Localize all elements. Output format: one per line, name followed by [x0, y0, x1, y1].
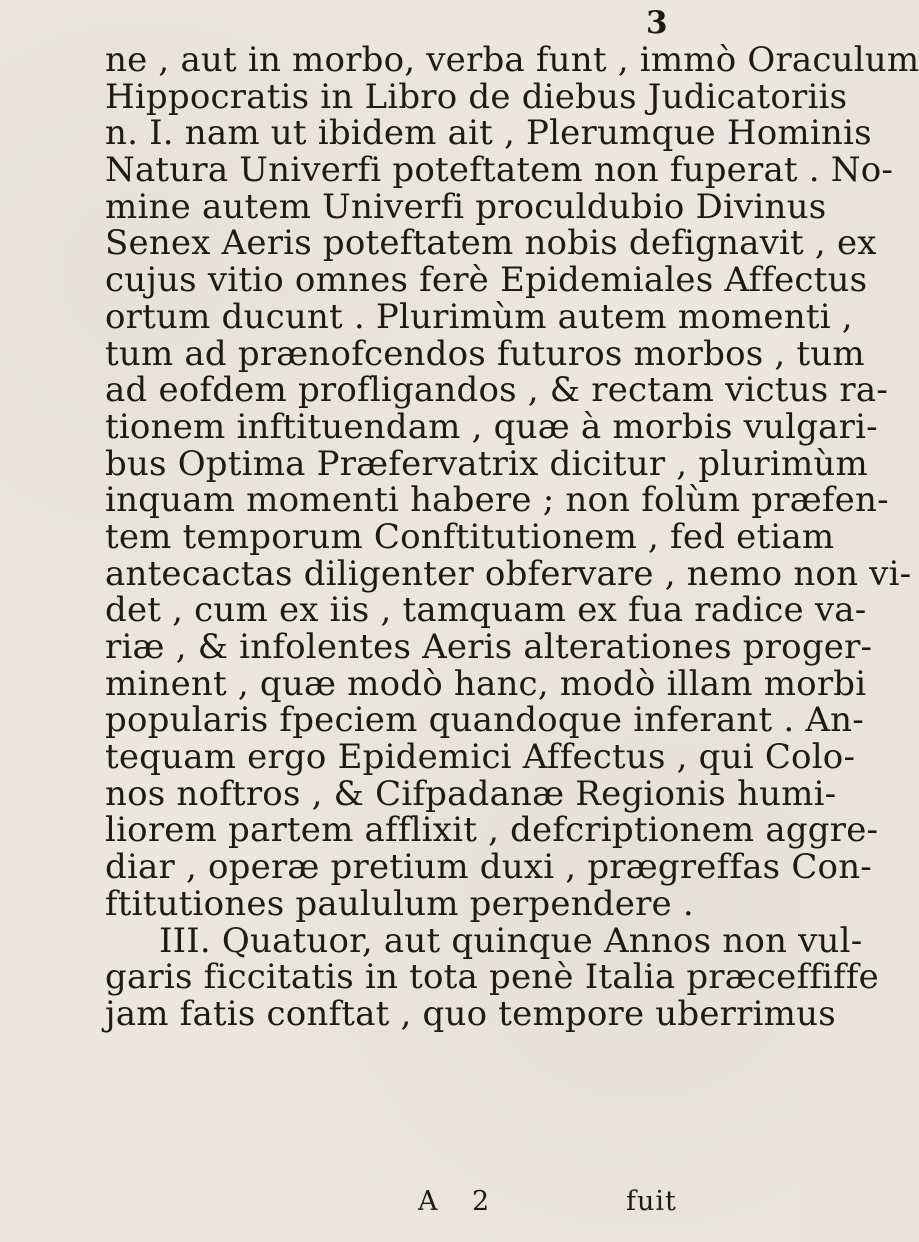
text-line-11: tionem inftituendam , quæ à morbis vulgari-	[105, 406, 878, 447]
text-line-16: det , cum ex iis , tamquam ex fua radice va-	[105, 590, 867, 631]
text-line-2: Hippocratis in Libro de diebus Judicatoriis	[105, 76, 848, 117]
signature-number: 2	[472, 1186, 491, 1217]
text-line-4: Natura Univerfi poteftatem non fuperat . No-	[105, 150, 894, 191]
text-line-26: garis ficcitatis in tota penè Italia præceffiffe	[105, 957, 879, 998]
text-line-21: nos noftros , & Cifpadanæ Regionis humi-	[105, 773, 837, 814]
page-number: 3	[646, 5, 668, 41]
text-line-24: ftitutiones paululum perpendere .	[105, 883, 694, 924]
text-line-25: III. Quatuor, aut quinque Annos non vul-	[159, 920, 863, 961]
text-line-23: diar , operæ pretium duxi , prægreffas Con-	[105, 847, 872, 888]
text-line-27: jam fatis conftat , quo tempore uberrimus	[105, 993, 836, 1034]
text-line-14: tem temporum Conftitutionem , fed etiam	[105, 516, 835, 557]
text-line-13: inquam momenti habere ; non folùm præfen-	[105, 480, 889, 521]
text-line-8: ortum ducunt . Plurimùm autem momenti ,	[105, 296, 853, 337]
text-line-1: ne , aut in morbo, verba funt , immò Oraculum	[105, 40, 919, 80]
text-line-20: tequam ergo Epidemici Affectus , qui Colo-	[105, 737, 856, 778]
text-line-12: bus Optima Præfervatrix dicitur , plurimùm	[105, 443, 868, 484]
text-line-5: mine autem Univerfi proculdubio Divinus	[105, 186, 827, 227]
text-line-10: ad eofdem profligandos , & rectam victus ra-	[105, 370, 889, 411]
text-line-3: n. I. nam ut ibidem ait , Plerumque Hominis	[105, 113, 872, 154]
body-text	[105, 40, 919, 1034]
text-line-9: tum ad prænofcendos futuros morbos , tum	[105, 333, 865, 374]
text-line-17: riæ , & infolentes Aeris alterationes proger-	[105, 627, 873, 667]
text-line-19: popularis fpeciem quandoque inferant . An-	[105, 700, 864, 741]
text-line-7: cujus vitio omnes ferè Epidemiales Affectus	[105, 260, 868, 301]
text-line-6: Senex Aeris poteftatem nobis defignavit , ex	[105, 223, 877, 264]
catchword: fuit	[626, 1186, 677, 1217]
text-line-18: minent , quæ modò hanc, modò illam morbi	[105, 663, 867, 704]
text-line-22: liorem partem afflixit , defcriptionem aggre-	[105, 810, 879, 851]
signature-mark: A	[418, 1186, 439, 1217]
text-line-15: antecactas diligenter obfervare , nemo non vi-	[105, 553, 912, 594]
